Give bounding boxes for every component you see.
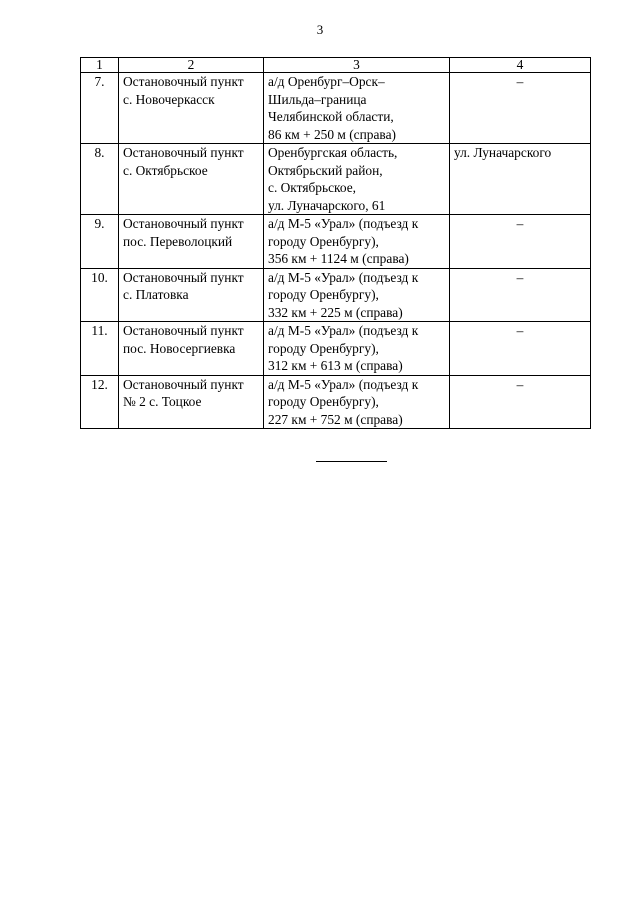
column-header: 3: [264, 58, 450, 73]
column-header: 1: [81, 58, 119, 73]
table-row: [81, 322, 591, 376]
row-number: 10.: [81, 268, 119, 322]
stop-address: а/д Оренбург–Орск– Шильда–граница Челябинской области, 86 км + 250 м (справа): [264, 73, 450, 144]
stop-note: –: [450, 322, 591, 376]
stop-note: ул. Луначарского: [450, 144, 591, 215]
stop-name: Остановочный пункт с. Октябрьское: [119, 144, 264, 215]
stop-address: а/д М-5 «Урал» (подъезд к городу Оренбургу), 332 км + 225 м (справа): [264, 268, 450, 322]
stop-address: а/д М-5 «Урал» (подъезд к городу Оренбургу), 356 км + 1124 м (справа): [264, 215, 450, 269]
table-row: [81, 73, 591, 144]
closing-rule: [316, 461, 387, 462]
stop-name: Остановочный пункт с. Платовка: [119, 268, 264, 322]
row-number: 7.: [81, 73, 119, 144]
stop-note: –: [450, 215, 591, 269]
stop-address: а/д М-5 «Урал» (подъезд к городу Оренбургу), 312 км + 613 м (справа): [264, 322, 450, 376]
table-row: [81, 144, 591, 215]
stop-name: Остановочный пункт пос. Переволоцкий: [119, 215, 264, 269]
stop-note: –: [450, 73, 591, 144]
stop-note: –: [450, 375, 591, 429]
page-number: 3: [316, 22, 324, 37]
row-number: 9.: [81, 215, 119, 269]
stop-name: Остановочный пункт с. Новочеркасск: [119, 73, 264, 144]
stop-name: Остановочный пункт № 2 с. Тоцкое: [119, 375, 264, 429]
stops-table: [80, 57, 591, 429]
row-number: 11.: [81, 322, 119, 376]
table-row: [81, 375, 591, 429]
stop-address: а/д М-5 «Урал» (подъезд к городу Оренбургу), 227 км + 752 м (справа): [264, 375, 450, 429]
stop-name: Остановочный пункт пос. Новосергиевка: [119, 322, 264, 376]
stop-address: Оренбургская область, Октябрьский район, с. Октябрьское, ул. Луначарского, 61: [264, 144, 450, 215]
column-header: 2: [119, 58, 264, 73]
table-row: [81, 215, 591, 269]
column-header: 4: [450, 58, 591, 73]
stop-note: –: [450, 268, 591, 322]
table-header-row: [81, 58, 591, 73]
table-row: [81, 268, 591, 322]
row-number: 12.: [81, 375, 119, 429]
row-number: 8.: [81, 144, 119, 215]
